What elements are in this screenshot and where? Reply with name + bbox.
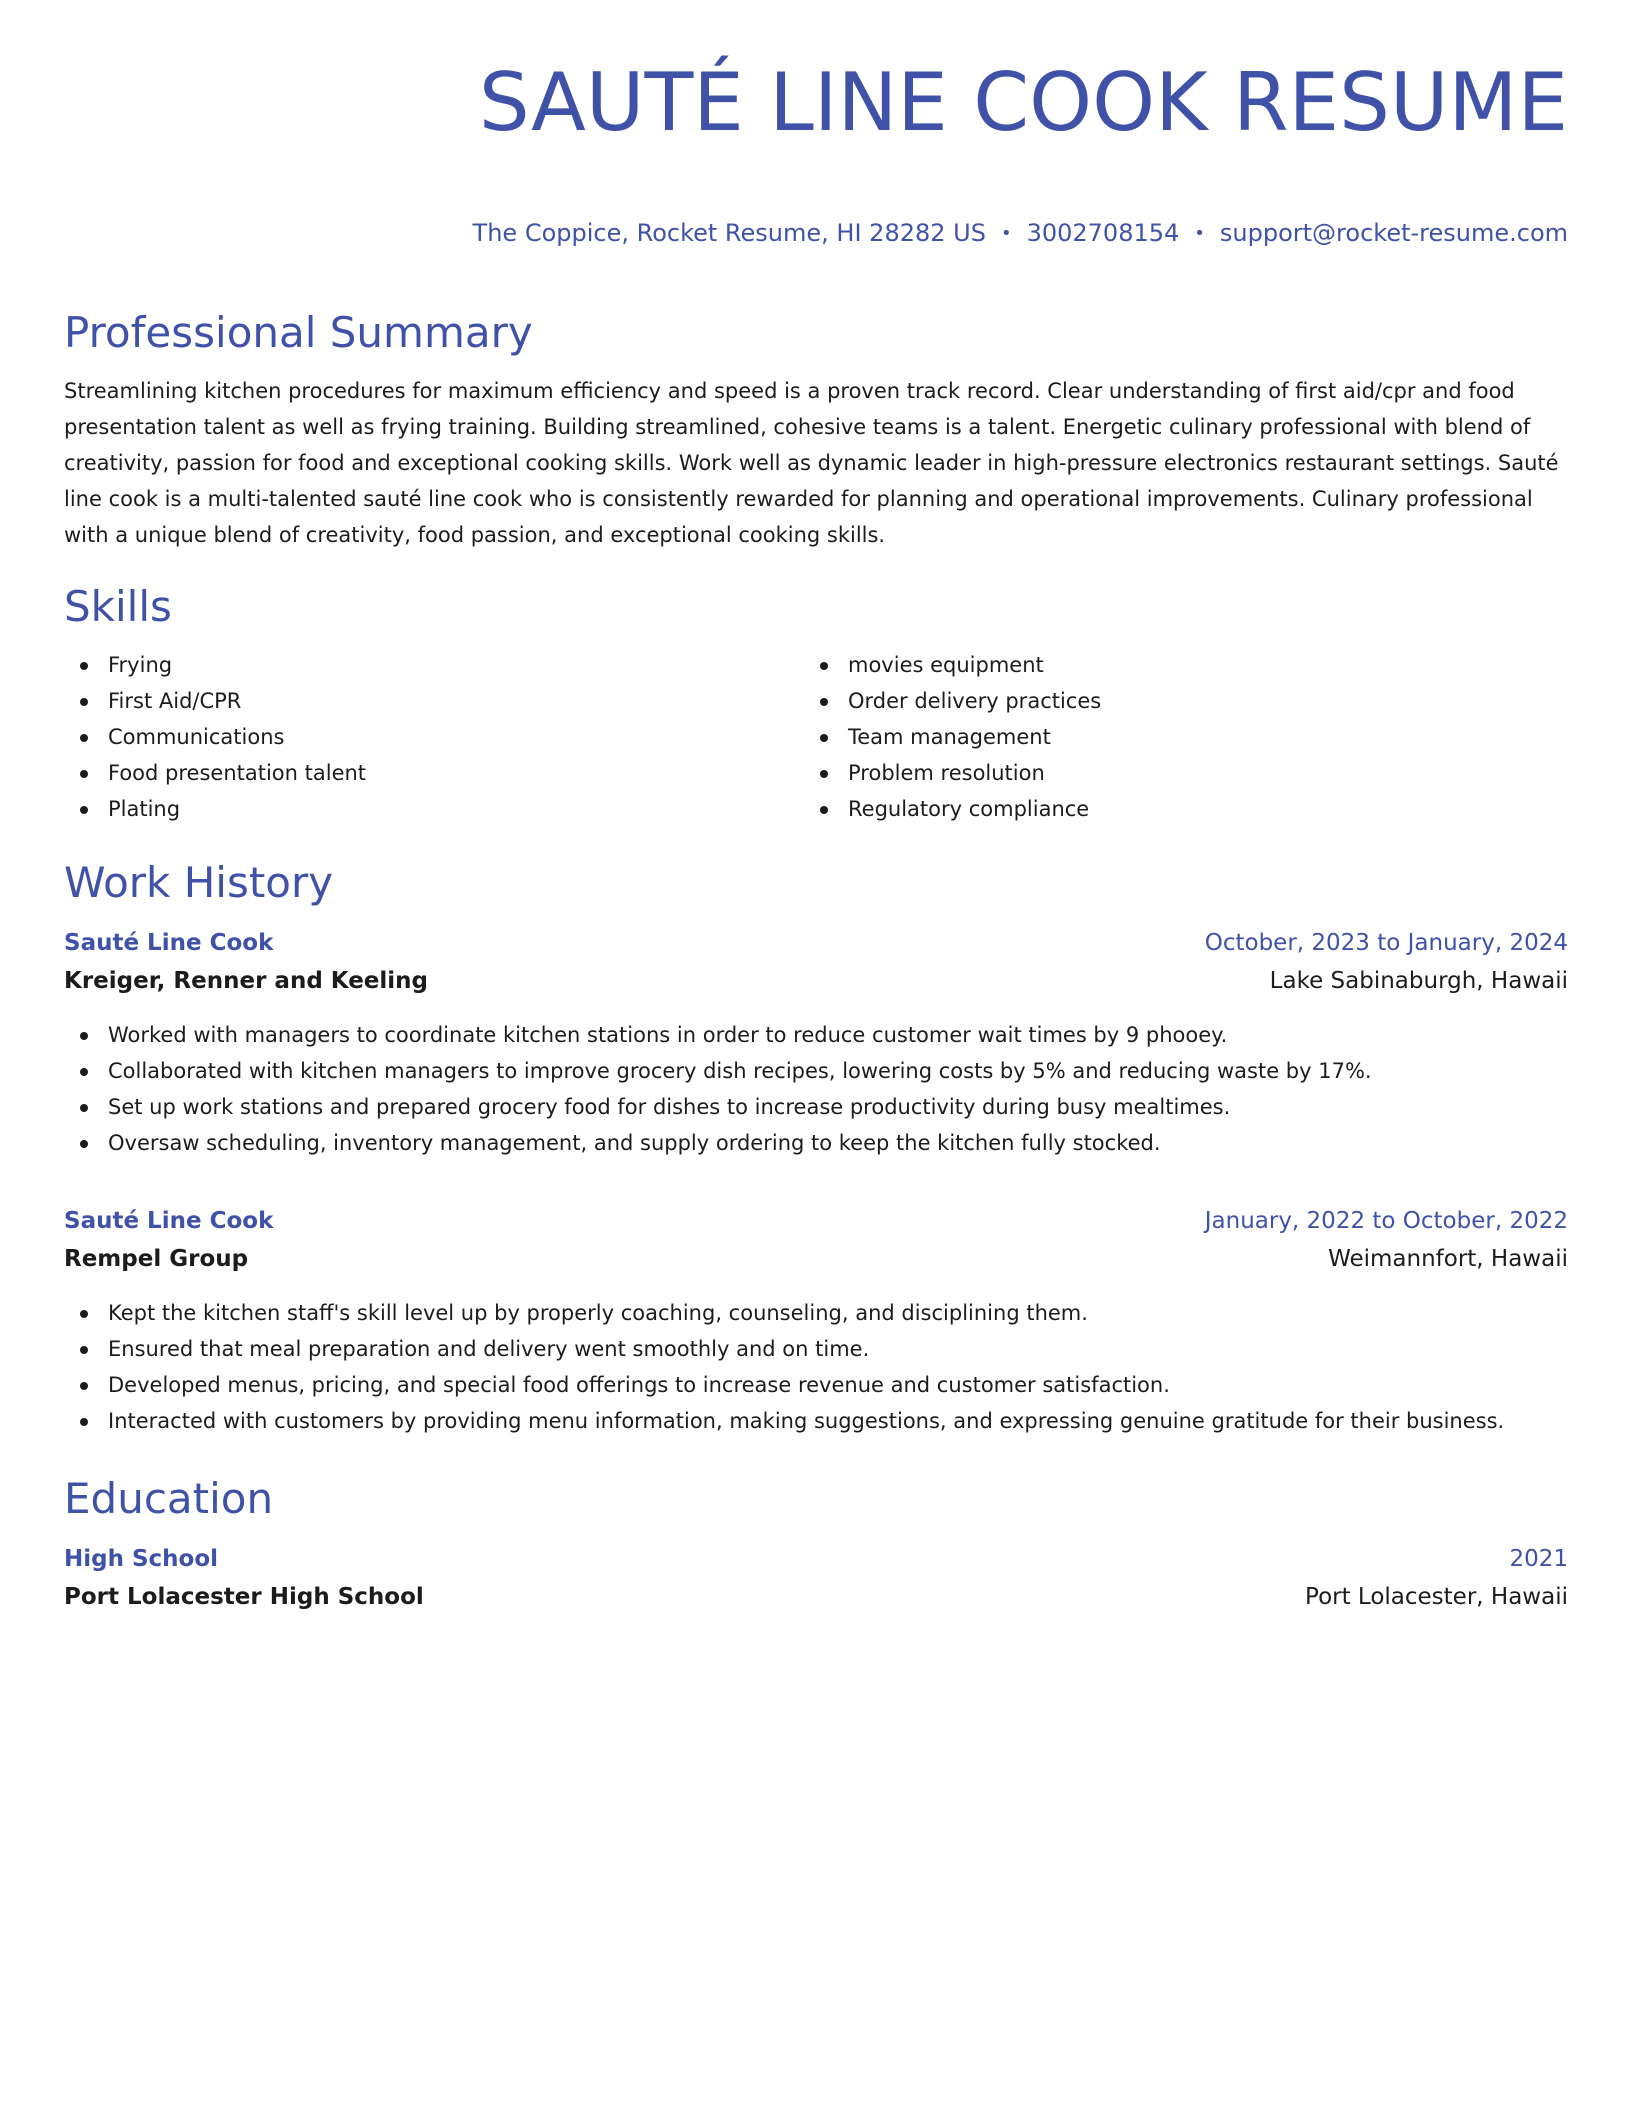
job-entry [64, 925, 1568, 1161]
education-year: 2021 [1509, 1546, 1568, 1572]
education-entry [64, 1541, 1568, 1617]
education-location: Port Lolacester, Hawaii [1305, 1584, 1568, 1610]
professional-summary-section [64, 307, 1568, 553]
job-duty: Worked with managers to coordinate kitchen stations in order to reduce customer wait times by 9 phooey. [64, 1017, 1568, 1053]
education-school: Port Lolacester High School [64, 1584, 424, 1610]
resume-header [64, 50, 1568, 249]
job-duties-list [64, 1295, 1568, 1439]
skill-item: Team management [804, 719, 1544, 755]
job-employer-row [64, 1239, 1568, 1279]
skill-item: Regulatory compliance [804, 791, 1544, 827]
section-heading: Skills [64, 582, 172, 631]
job-duty: Ensured that meal preparation and delivery went smoothly and on time. [64, 1331, 1568, 1367]
job-duty: Interacted with customers by providing menu information, making suggestions, and expressing genuine gratitude for their business. [64, 1403, 1568, 1439]
skill-item: Communications [64, 719, 804, 755]
section-heading: Professional Summary [64, 308, 533, 357]
education-degree: High School [64, 1546, 219, 1572]
job-title: Sauté Line Cook [64, 1208, 274, 1234]
job-location: Lake Sabinaburgh, Hawaii [1269, 968, 1568, 994]
job-duty: Set up work stations and prepared grocery food for dishes to increase productivity during busy mealtimes. [64, 1089, 1568, 1125]
skills-list-right [804, 647, 1544, 827]
job-duties-list [64, 1017, 1568, 1161]
skill-item: First Aid/CPR [64, 683, 804, 719]
job-duty: Collaborated with kitchen managers to improve grocery dish recipes, lowering costs by 5% and reducing waste by 17%. [64, 1053, 1568, 1089]
job-title-row [64, 925, 1568, 961]
contact-separator: • [1000, 223, 1012, 244]
resume-title: SAUTÉ LINE COOK RESUME [478, 56, 1568, 149]
skill-item: Order delivery practices [804, 683, 1544, 719]
skills-section [64, 581, 1568, 827]
job-duty: Oversaw scheduling, inventory management, and supply ordering to keep the kitchen fully stocked. [64, 1125, 1568, 1161]
section-heading: Education [64, 1474, 274, 1523]
contact-phone: 3002708154 [1026, 219, 1180, 247]
skills-grid [64, 647, 1568, 827]
job-employer: Kreiger, Renner and Keeling [64, 968, 429, 994]
job-employer: Rempel Group [64, 1246, 249, 1272]
education-degree-row [64, 1541, 1568, 1577]
job-duty: Kept the kitchen staff's skill level up by properly coaching, counseling, and disciplining them. [64, 1295, 1568, 1331]
skills-list-left [64, 647, 804, 827]
job-entry [64, 1203, 1568, 1439]
skill-item: Plating [64, 791, 804, 827]
skill-item: movies equipment [804, 647, 1544, 683]
summary-paragraph: Streamlining kitchen procedures for maximum efficiency and speed is a proven track record. Clear understanding of first aid/cpr and food presentation talent as well as frying training. Building streamlined, cohesive teams is a talent. Energetic culinary professional with blend of creativity, passion for food and exceptional cooking skills. Work well as dynamic leader in high-pressure electronics restaurant settings. Sauté line cook is a multi-talented sauté line cook who is consistently rewarded for planning and operational improvements. Culinary professional with a unique blend of creativity, food passion, and exceptional cooking skills. [64, 379, 1559, 547]
skill-item: Frying [64, 647, 804, 683]
job-title: Sauté Line Cook [64, 930, 274, 956]
section-heading: Work History [64, 858, 334, 907]
education-section [64, 1473, 1568, 1617]
job-title-row [64, 1203, 1568, 1239]
job-dates: January, 2022 to October, 2022 [1204, 1208, 1568, 1234]
job-employer-row [64, 961, 1568, 1001]
contact-email[interactable]: support@rocket-resume.com [1219, 219, 1568, 247]
job-dates: October, 2023 to January, 2024 [1204, 930, 1568, 956]
contact-line [64, 218, 1568, 249]
contact-address: The Coppice, Rocket Resume, HI 28282 US [472, 219, 986, 247]
skill-item: Food presentation talent [64, 755, 804, 791]
job-location: Weimannfort, Hawaii [1328, 1246, 1568, 1272]
education-school-row [64, 1577, 1568, 1617]
job-duty: Developed menus, pricing, and special food offerings to increase revenue and customer satisfaction. [64, 1367, 1568, 1403]
work-history-section [64, 857, 1568, 1439]
skill-item: Problem resolution [804, 755, 1544, 791]
contact-separator: • [1194, 223, 1205, 244]
